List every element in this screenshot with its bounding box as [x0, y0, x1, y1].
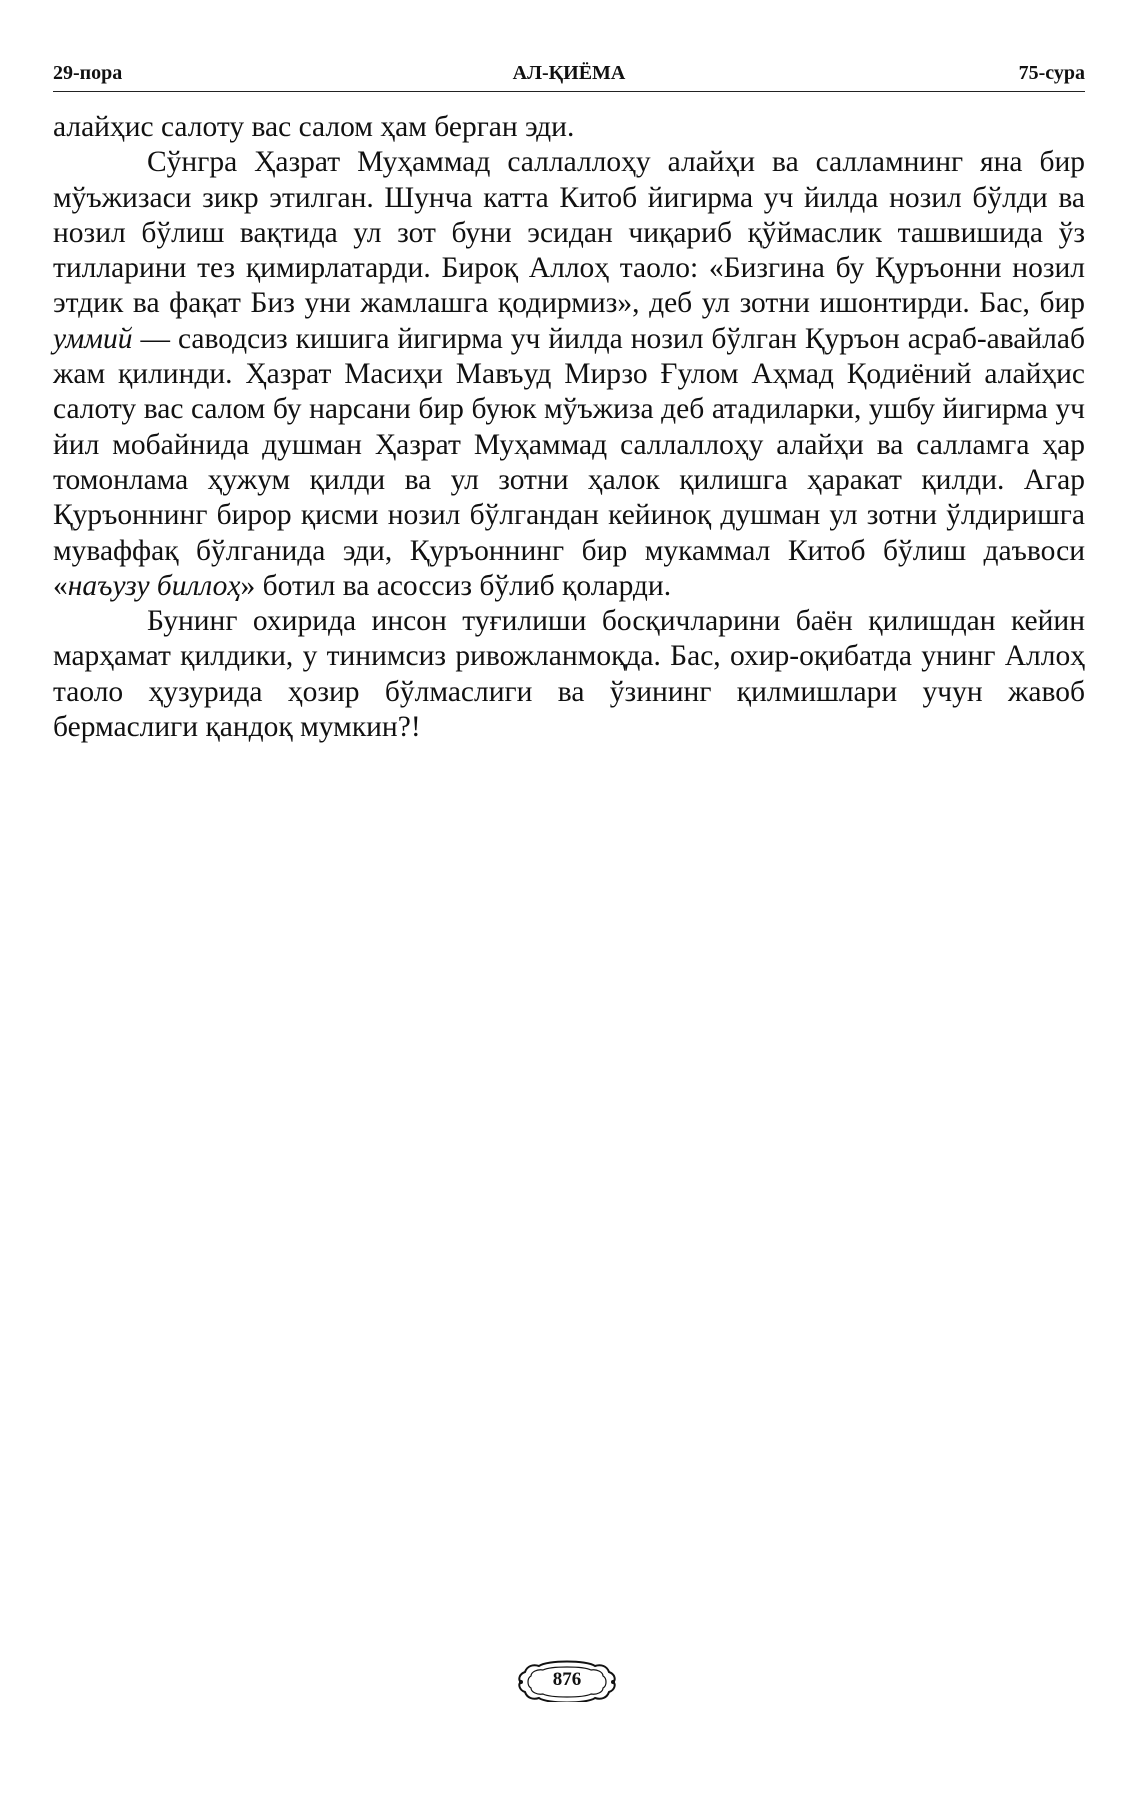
body-text: [53, 110, 1085, 745]
paragraph-1-text: алайҳис салоту вас салом ҳам берган эди.: [53, 111, 575, 143]
italic-term-ummiy: уммий: [53, 322, 133, 355]
running-header: [53, 60, 1085, 90]
surah-title: АЛ-ҚИЁМА: [512, 62, 626, 84]
paragraph-2-text-b: — саводсиз кишига йигирма уч йилда нозил бўлган Қуръон асраб-авайлаб жам қилинди. Ҳазрат Масиҳи Мавъуд Мирзо Ғулом Аҳмад Қодиёний алайҳис салоту вас салом бу нарсани бир буюк мўъжиза деб атадиларки, ушбу йигирма уч йил мобайнида душман Ҳазрат Муҳаммад саллаллоҳу алайҳи ва салламга ҳар томонлама ҳужум қилди ва ул зотни ҳалок қилишга ҳаракат қилди. Агар Қуръоннинг бирор қисми нозил бўлгандан кейиноқ душман ул зотни ўлдиришга муваффақ бўлганида эди, Қуръоннинг бир мукаммал Китоб бўлиш даъвоси «: [53, 322, 1085, 602]
paragraph-2: [53, 145, 1085, 604]
italic-term-nauzu-billoh: наъузу биллоҳ: [67, 569, 241, 602]
paragraph-2-text-a: Сўнгра Ҳазрат Муҳаммад саллаллоҳу алайҳи ва салламнинг яна бир мўъжизаси зикр этилган. Шунча катта Китоб йигирма уч йилда нозил бўлди ва нозил бўлиш вақтида ул зот буни эсидан чиқариб қўймаслик ташвишида ўз тилларини тез қимирлатарди. Бироқ Аллоҳ таоло: «Бизгина бу Қуръонни нозил этдик ва фақат Биз уни жамлашга қодирмиз», деб ул зотни ишонтирди. Бас, бир: [53, 146, 1085, 320]
paragraph-3: [53, 604, 1085, 745]
juz-label: 29-пора: [53, 62, 123, 84]
paragraph-2-text-c: » ботил ва асоссиз бўлиб қоларди.: [240, 569, 672, 602]
surah-number-label: 75-сура: [1018, 62, 1085, 84]
header-divider: [53, 91, 1085, 92]
paragraph-3-text: Бунинг охирида инсон туғилиши босқичларини баён қилишдан кейин марҳамат қилдики, у тинимсиз ривожланмоқда. Бас, охир-оқибатда унинг Аллоҳ таоло ҳузурида ҳозир бўлмаслиги ва ўзининг қилмишлари учун жавоб бермаслиги қандоқ мумкин?!: [53, 605, 1085, 744]
page-number: [517, 1658, 617, 1702]
page-number-text: 876: [552, 1669, 582, 1690]
paragraph-1: [53, 110, 1085, 145]
